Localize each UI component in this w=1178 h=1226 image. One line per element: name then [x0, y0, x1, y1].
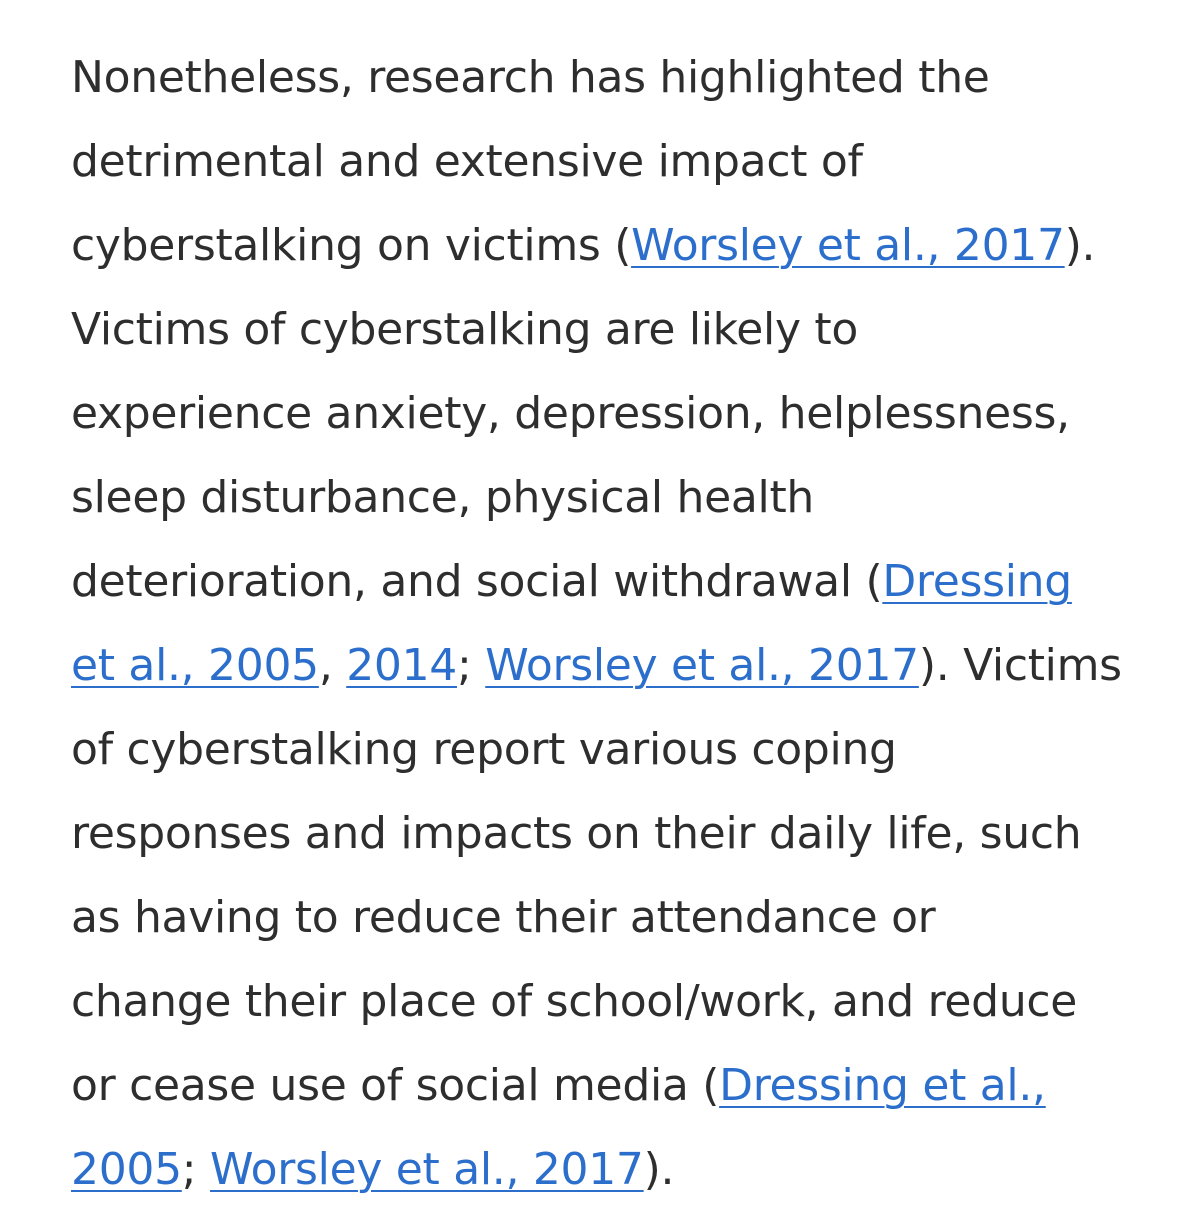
text-run: ).: [643, 1144, 675, 1195]
text-line-14: [71, 1128, 1131, 1212]
text-line-3: [71, 204, 1131, 288]
text-run: change their place of school/work, and reduce: [71, 976, 1078, 1027]
article-body: [71, 36, 1131, 1212]
text-run: Nonetheless, research has highlighted the: [71, 52, 990, 103]
text-run: ). Victims: [918, 640, 1122, 691]
text-run: experience anxiety, depression, helplessness,: [71, 388, 1070, 439]
text-line-10: [71, 792, 1131, 876]
text-line-1: [71, 36, 1131, 120]
citation-link-dressing-2005[interactable]: Dressing: [882, 556, 1072, 607]
text-line-4: [71, 288, 1131, 372]
text-run: ;: [181, 1144, 210, 1195]
text-run: ,: [318, 640, 347, 691]
text-run: deterioration, and social withdrawal (: [71, 556, 883, 607]
text-line-8: [71, 624, 1131, 708]
text-line-6: [71, 456, 1131, 540]
text-line-13: [71, 1044, 1131, 1128]
text-line-7: [71, 540, 1131, 624]
citation-link-worsley-2017[interactable]: Worsley et al., 2017: [485, 640, 919, 691]
text-run: as having to reduce their attendance or: [71, 892, 936, 943]
text-run: detrimental and extensive impact of: [71, 136, 863, 187]
text-run: ).: [1064, 220, 1096, 271]
citation-link-worsley-2017[interactable]: Worsley et al., 2017: [210, 1144, 644, 1195]
text-run: cyberstalking on victims (: [71, 220, 632, 271]
text-run: Victims of cyberstalking are likely to: [71, 304, 858, 355]
text-line-12: [71, 960, 1131, 1044]
text-run: or cease use of social media (: [71, 1060, 720, 1111]
citation-link-dressing-2005[interactable]: et al., 2005: [71, 640, 319, 691]
text-run: responses and impacts on their daily life, such: [71, 808, 1082, 859]
citation-link-worsley-2017[interactable]: Worsley et al., 2017: [631, 220, 1065, 271]
text-line-2: [71, 120, 1131, 204]
text-line-11: [71, 876, 1131, 960]
text-line-5: [71, 372, 1131, 456]
citation-link-dressing-2005[interactable]: 2005: [71, 1144, 182, 1195]
citation-link-dressing-2014[interactable]: 2014: [346, 640, 457, 691]
text-run: ;: [457, 640, 486, 691]
text-run: of cyberstalking report various coping: [71, 724, 897, 775]
text-run: sleep disturbance, physical health: [71, 472, 814, 523]
citation-link-dressing-2005[interactable]: Dressing et al.,: [719, 1060, 1046, 1111]
text-line-9: [71, 708, 1131, 792]
body-paragraph: [71, 36, 1131, 1212]
